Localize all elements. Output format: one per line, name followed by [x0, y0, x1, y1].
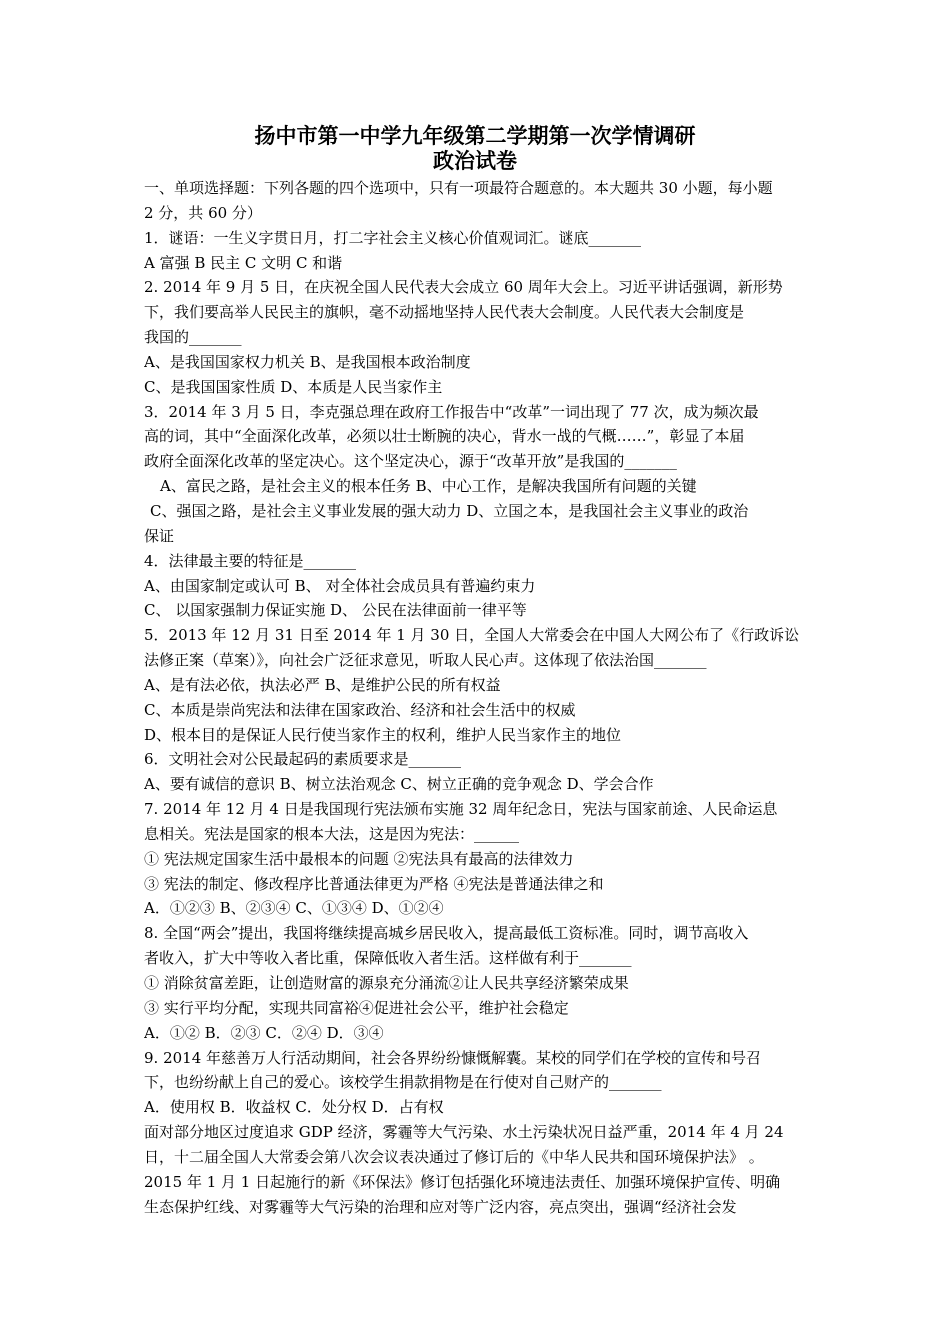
section-heading-line-1: 一、单项选择题：下列各题的四个选项中，只有一项最符合题意的。本大题共 30 小题，每小题 [144, 179, 773, 197]
question-5-line-1: 5．2013 年 12 月 31 日至 2014 年 1 月 30 日，全国人大常委会在中国人大网公布了《行政诉讼 [144, 626, 800, 645]
question-1-options: A 富强 B 民主 C 文明 C 和谐 [144, 253, 343, 272]
question-7-line-1: 7. 2014 年 12 月 4 日是我国现行宪法颁布实施 32 周年纪念日，宪法与国家前途、人民命运息 [144, 800, 778, 819]
question-3-options-cd: C、强国之路，是社会主义事业发展的强大动力 D、立国之本，是我国社会主义事业的政治 [150, 501, 749, 520]
question-8-statements-12: ① 消除贫富差距，让创造财富的源泉充分涌流②让人民共享经济繁荣成果 [144, 974, 629, 992]
question-8-line-2: 者收入，扩大中等收入者比重，保障低收入者生活。这样做有利于_______ [144, 949, 632, 968]
question-2-options-ab: A、是我国国家权力机关 B、是我国根本政治制度 [144, 352, 471, 371]
question-3-line-2: 高的词，其中“全面深化改革，必须以壮士断腕的决心，背水一战的气概……”，彰显了本届 [144, 427, 745, 446]
question-2-options-cd: C、是我国国家性质 D、本质是人民当家作主 [144, 377, 443, 396]
question-8-statements-34: ③ 实行平均分配，实现共同富裕④促进社会公平，维护社会稳定 [144, 998, 569, 1017]
question-5-options-ab: A、是有法必依，执法必严 B、是维护公民的所有权益 [144, 675, 501, 694]
question-5-option-c: C、本质是崇尚宪法和法律在国家政治、经济和社会生活中的权威 [144, 700, 576, 719]
question-7-options: A．①②③ B、②③④ C、①③④ D、①②④ [144, 899, 444, 918]
question-7-line-2: 息相关。宪法是国家的根本大法，这是因为宪法：______ [144, 824, 520, 843]
exam-subtitle: 政治试卷 [433, 149, 517, 173]
question-9-options: A．使用权 B．收益权 C．处分权 D．占有权 [144, 1098, 444, 1117]
question-6-options: A、要有诚信的意识 B、树立法治观念 C、树立正确的竞争观念 D、学会合作 [144, 775, 654, 794]
question-3-options-cd-cont: 保证 [144, 526, 175, 545]
question-7-statements-34: ③ 宪法的制定、修改程序比普通法律更为严格 ④宪法是普通法律之和 [144, 874, 604, 893]
question-4-options-cd: C、 以国家强制力保证实施 D、 公民在法律面前一律平等 [144, 601, 527, 620]
question-4: 4．法律最主要的特征是_______ [144, 551, 357, 570]
question-4-options-ab: A、由国家制定或认可 B、 对全体社会成员具有普遍约束力 [144, 576, 536, 595]
passage-line-2: 日，十二届全国人大常委会第八次会议表决通过了修订后的《中华人民共和国环境保护法》 。 [144, 1147, 764, 1166]
passage-line-4: 生态保护红线、对雾霾等大气污染的治理和应对等广泛内容，亮点突出，强调“经济社会发 [144, 1197, 737, 1216]
passage-line-3: 2015 年 1 月 1 日起施行的新《环保法》修订包括强化环境违法责任、加强环境保护宣传、明确 [144, 1172, 781, 1191]
question-8-line-1: 8. 全国“两会”提出，我国将继续提高城乡居民收入，提高最低工资标准。同时，调节高收入 [144, 924, 749, 943]
question-3-line-3: 政府全面深化改革的坚定决心。这个坚定决心，源于“改革开放”是我国的_______ [144, 452, 677, 471]
question-2-line-1: 2. 2014 年 9 月 5 日，在庆祝全国人民代表大会成立 60 周年大会上。习近平讲话强调，新形势 [144, 278, 783, 297]
question-9-line-1: 9. 2014 年慈善万人行活动期间，社会各界纷纷慷慨解囊。某校的同学们在学校的宣传和号召 [144, 1048, 762, 1067]
question-3-line-1: 3．2014 年 3 月 5 日，李克强总理在政府工作报告中“改革”一词出现了 77 次，成为频次最 [144, 402, 759, 421]
question-5-line-2: 法修正案（草案）》，向社会广泛征求意见，听取人民心声。这体现了依法治国_______ [144, 651, 707, 670]
question-5-option-d: D、根本目的是保证人民行使当家作主的权利，维护人民当家作主的地位 [144, 725, 622, 744]
question-6: 6．文明社会对公民最起码的素质要求是_______ [144, 750, 462, 769]
question-3-options-ab: A、富民之路，是社会主义的根本任务 B、中心工作，是解决我国所有问题的关键 [160, 477, 697, 496]
question-2-line-3: 我国的_______ [144, 328, 242, 347]
section-heading-line-2: 2 分，共 60 分） [144, 203, 262, 222]
exam-title: 扬中市第一中学九年级第二学期第一次学情调研 [254, 124, 696, 148]
question-7-statements-12: ① 宪法规定国家生活中最根本的问题 ②宪法具有最高的法律效力 [144, 849, 574, 868]
exam-content [144, 176, 812, 1219]
question-1: 1．谜语：一生义字贯日月，打二字社会主义核心价值观词汇。谜底_______ [144, 228, 642, 247]
passage-line-1: 面对部分地区过度追求 GDP 经济，雾霾等大气污染、水土污染状况日益严重，2014 年 4 月 24 [144, 1123, 784, 1142]
question-8-options: A．①② B．②③ C．②④ D．③④ [144, 1023, 384, 1042]
question-9-line-2: 下，也纷纷献上自己的爱心。该校学生捐款捐物是在行使对自己财产的_______ [144, 1073, 662, 1092]
question-2-line-2: 下，我们要高举人民民主的旗帜，毫不动摇地坚持人民代表大会制度。人民代表大会制度是 [144, 303, 745, 322]
